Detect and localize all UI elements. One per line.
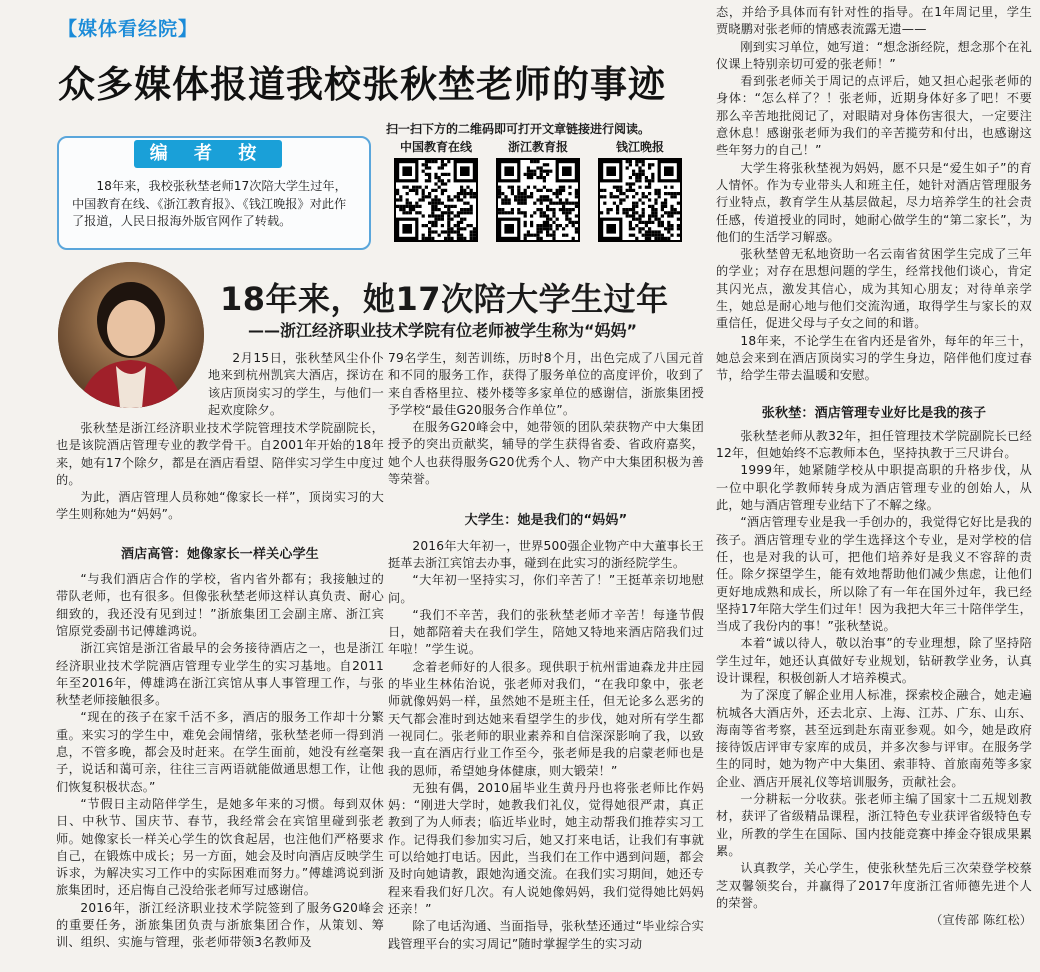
paragraph: “大年初一坚持实习，你们辛苦了！”王挺革亲切地慰问。 bbox=[388, 573, 704, 605]
editor-note-title: 编 者 按 bbox=[134, 140, 282, 168]
teacher-portrait-photo bbox=[58, 262, 204, 408]
article-subtitle: ——浙江经济职业技术学院有位老师被学生称为“妈妈” bbox=[248, 321, 638, 340]
paragraph: 认真教学，关心学生，使张秋埜先后三次荣登学校蔡芝双馨领奖台，并赢得了2017年度浙江省师德先进个人的荣誉。 bbox=[716, 861, 1032, 910]
paragraph: 1999年，她紧随学校从中职提高职的升格步伐，从一位中职化学教师转身成为酒店管理专业的创始人，从此，她与酒店管理专业结下了不解之缘。 bbox=[716, 463, 1032, 513]
paragraph: “节假日主动陪伴学生，是她多年来的习惯。每到双休日、中秋节、国庆节、春节，我经常会在宾馆里碰到张老师。她像家长一样关心学生的饮食起居，也注他们严格要求自己，在锻炼中成长；另一方面，她会及时向酒店反映学生诉求，为解决实习工作中的实际困难而努力。”傅雄鸿说到浙旅集团时，还启悔自己没给张老师写过感谢信。 bbox=[56, 796, 384, 898]
paragraph: 态，并给予具体而有针对性的指导。在1年周记里，学生贾晓鹏对张老师的情感表流露无遗—— bbox=[716, 5, 1032, 37]
paragraph: 无独有偶，2010届毕业生黄丹丹也将张老师比作妈妈：“刚进大学时，她教我们礼仪，觉得她很严肃，真正教到了为人师表；临近毕业时，她主动帮我们推荐实习工作。记得我们参加实习后，她又打来电话，让我们有事就可以给她打电话。因此，当我们在工作中遇到问题，都会及时向她请教，跟她沟通交流。在我们实习期间，她还专程来看我们好几次。有人说她像妈妈，我们觉得她比妈妈还亲！” bbox=[388, 780, 704, 916]
qr-caption: 扫一扫下方的二维码即可打开文章链接进行阅读。 bbox=[386, 122, 651, 136]
qr-code-icon[interactable] bbox=[496, 158, 580, 242]
qr-label: 钱江晚报 bbox=[615, 140, 664, 154]
paragraph: 为此，酒店管理人员称她“像家长一样”，顶岗实习的大学生则称她为“妈妈”。 bbox=[56, 490, 384, 522]
paragraph: 大学生将张秋埜视为妈妈，愿不只是“爱生如子”的育人情怀。作为专业带头人和班主任，她针对酒店管理服务行业特点，教育学生从基层做起，尽力培养学生的社会责任感，传道授业的同时，她耐心做学生的“第二家长”，为他们的生活学习解惑。 bbox=[716, 160, 1032, 244]
col2-text bbox=[388, 350, 704, 953]
col3-subhead: 张秋埜：酒店管理专业好比是我的孩子 bbox=[761, 405, 987, 421]
paragraph: 79名学生，刻苦训练，历时8个月，出色完成了八国元首和不同的服务工作，获得了服务单位的高度评价，收到了来自香格里拉、楼外楼等多家单位的感谢信，浙旅集团授予学校“最佳G20服务合作单位”。 bbox=[388, 351, 704, 417]
qr-block-qianjiang-evening-news bbox=[591, 138, 689, 242]
paragraph: “与我们酒店合作的学校，省内省外都有；我接触过的带队老师，也有很多。但像张秋埜老师这样认真负责、耐心细致的，我还没有见到过！”浙旅集团工会副主席、浙江宾馆原党委副书记傅雄鸿说。 bbox=[56, 572, 384, 638]
paragraph: 浙江宾馆是浙江省最早的会务接待酒店之一，也是浙江经济职业技术学院酒店管理专业学生的实习基地。自2011年至2016年，傅雄鸿在浙江宾馆从事人事管理工作，与张秋埜老师接触很多。 bbox=[56, 641, 384, 708]
editor-note-body bbox=[72, 178, 358, 231]
qr-code-icon[interactable] bbox=[598, 158, 682, 242]
paragraph: 张秋埜曾无私地资助一名云南省贫困学生完成了三年的学业；对存在思想问题的学生，经常找他们谈心，肯定其闪光点，激发其信心，成为其知心朋友；对待单亲学生，她总是耐心地与他们交流沟通，取得学生与家长的双重信任，促进父母与子女之间的和谐。 bbox=[716, 247, 1032, 331]
paragraph: “现在的孩子在家千活不多，酒店的服务工作却十分繁重。来实习的学生中，难免会闹情绪，张秋埜老师一得到消息，不管多晚，都会及时赶来。在学生面前，她没有丝毫架子，说话和蔼可亲，往往三言两语就能做通思想工作，让他们恢复积极状态。” bbox=[56, 710, 384, 794]
qr-label: 中国教育在线 bbox=[399, 140, 472, 154]
paragraph: 2月15日，张秋埜风尘仆仆地来到杭州凯宾大酒店，探访在该店顶岗实习的学生，与他们一起欢度除夕。 bbox=[208, 351, 384, 417]
col2-subhead: 大学生：她是我们的“妈妈” bbox=[464, 513, 628, 529]
paragraph: 刚到实习单位，她写道：“想念浙经院，想念那个在礼仪课上特别亲切可爱的张老师！” bbox=[716, 39, 1032, 71]
qr-block-zhejiang-education-news bbox=[489, 138, 587, 242]
article-title: 18年来，她17次陪大学生过年 bbox=[220, 280, 669, 318]
paragraph: 本着“诚以待人，敬以治事”的专业理想，除了坚持陪学生过年，她还认真做好专业规划，钻研教学业务，认真设计课程，积极创新人才培养模式。 bbox=[716, 636, 1032, 685]
paragraph: 2016年，浙江经济职业技术学院签到了服务G20峰会的重要任务，浙旅集团负责与浙旅集团合作，从策划、筹训、组织、实施与管理，张老师带领3名教师及 bbox=[56, 900, 384, 950]
editor-note-text: 18年来，我校张秋埜老师17次陪大学生过年，中国教育在线、《浙江教育报》、《钱江晚报》对此作了报道，人民日报海外版官网作了转载。 bbox=[72, 179, 347, 228]
author-signature: （宣传部 陈红松） bbox=[930, 913, 1032, 928]
section-tag: 【媒体看经院】 bbox=[58, 18, 199, 40]
paragraph: 为了深度了解企业用人标准，探索校企融合，她走遍杭城各大酒店外，还去北京、上海、江苏、广东、山东、海南等省考察，甚至远到赴东南亚参观。如今，她是政府接待饭店评审专家库的成员，并多次参与评审。在服务学生的同时，她为物产中大集团、索菲特、首旅南苑等多家企业、酒店开展礼仪等培训服务，贡献社会。 bbox=[716, 688, 1032, 789]
col1-intro-first bbox=[208, 350, 384, 419]
qr-block-china-education-online bbox=[387, 138, 485, 242]
page-headline: 众多媒体报道我校张秋埜老师的事迹 bbox=[58, 63, 666, 106]
paragraph: 18年来，不论学生在省内还是省外，每年的年三十，她总会来到在酒店顶岗实习的学生身边，陪伴他们度过春节，给学生带去温暖和安慰。 bbox=[716, 333, 1032, 383]
col3-text bbox=[716, 4, 1032, 929]
paragraph: 2016年大年初一，世界500强企业物产中大董事长王挺革去浙江宾馆去办事，碰到在此实习的浙经院学生。 bbox=[388, 538, 704, 570]
qr-code-icon[interactable] bbox=[394, 158, 478, 242]
paragraph: 一分耕耘一分收获。张老师主编了国家十二五规划教材，获评了省级精品课程，浙江特色专业获评省级特色专业，所教的学生在国际、国内技能竞赛中捧金夺银成果累累。 bbox=[716, 792, 1032, 858]
col1-intro-rest bbox=[56, 420, 384, 952]
paragraph: 张秋埜是浙江经济职业技术学院管理技术学院副院长，也是该院酒店管理专业的教学骨干。自2001年开始的18年来，她有17个除夕，都是在酒店看望、陪伴实习学生中度过的。 bbox=[56, 421, 384, 487]
qr-label: 浙江教育报 bbox=[507, 140, 568, 154]
col1-subhead: 酒店高管：她像家长一样关心学生 bbox=[120, 546, 319, 562]
paragraph: 看到张老师关于周记的点评后，她又担心起张老师的身体：“怎么样了？！张老师，近期身体好多了吧！不要那么辛苦地批阅记了，对眼睛对身体伤害很大，一定要注意休息！感谢张老师为我们的辛苦揽劳和付出，也感谢这些年努力的自己！” bbox=[716, 74, 1032, 158]
paragraph: 张秋埜老师从教32年，担任管理技术学院副院长已经12年，但她始终不忘教师本色，坚持执教于三尺讲台。 bbox=[716, 428, 1032, 461]
paragraph: 在服务G20峰会中，她带领的团队荣获物产中大集团授予的突出贡献奖，辅导的学生获得省委、省政府嘉奖，她个人也获得服务G20优秀个人、物产中大集团积极为善等荣誉。 bbox=[388, 420, 704, 487]
paragraph: 念着老师好的人很多。现供职于杭州雷迪森龙井庄园的毕业生林佑治说，张老师对我们，“在我印象中，张老师就像妈妈一样，虽然她不是班主任，但无论多么恶劣的天气都会准时到达她来看望学生的步伐，她对所有学生都一视同仁。张老师的职业素养和自信深深影响了我，以致我一直在酒店行业工作至今，张老师是我的启蒙老师也是我的恩师，希望她身体健康，则大锻荣！” bbox=[388, 659, 704, 778]
paragraph: “我们不辛苦，我们的张秋埜老师才辛苦！每逢节假日，她都陪着夫在我们学生，陪她又特地来酒店陪我们过年啦！”学生说。 bbox=[388, 607, 704, 657]
paragraph: 除了电话沟通、当面指导，张秋埜还通过“毕业综合实践管理平台的实习周记”随时掌握学生的实习动 bbox=[388, 919, 704, 951]
paragraph: “酒店管理专业是我一手创办的，我觉得它好比是我的孩子。酒店管理专业的学生选择这个专业，是对学校的信任，也是对我的认可，把他们培养好是我义不容辞的责任。除夕探望学生，能有效地帮助他们减少焦虑，让他们更好地成熟和成长，所以除了有一年在国外过年，我已经坚持17年陪大学生们过年！因为我把大年三十陪伴学生，当成了我份内的事！”张秋埜说。 bbox=[716, 515, 1032, 634]
